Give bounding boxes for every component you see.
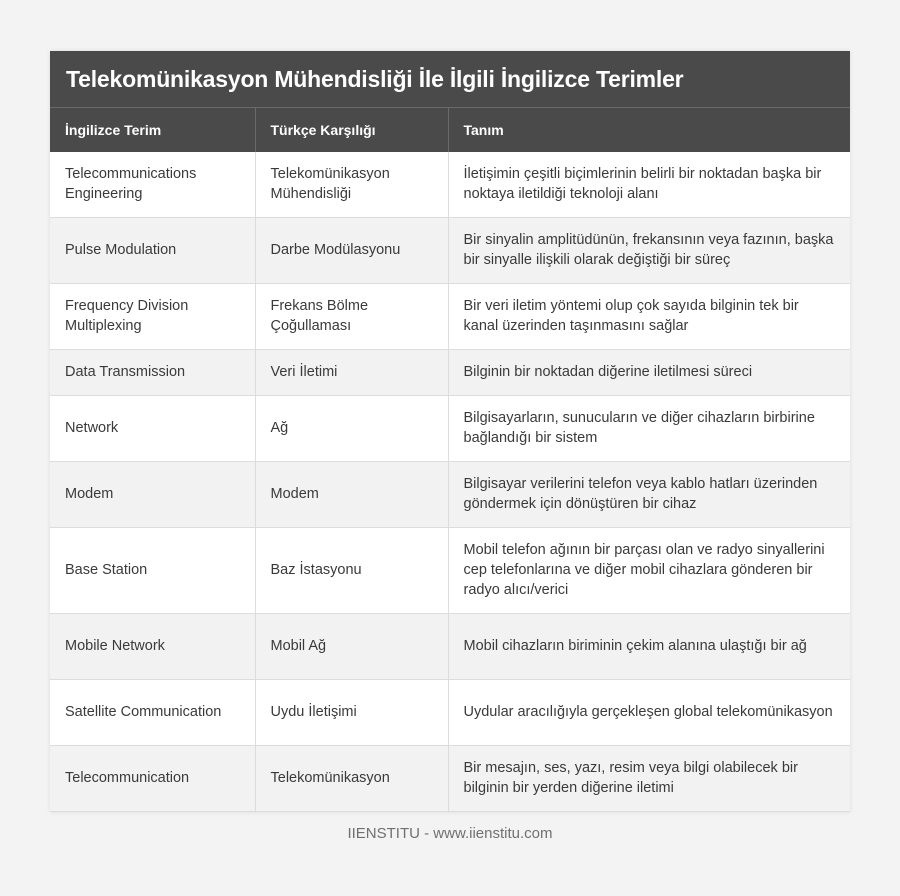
table-row: [50, 614, 850, 680]
header-definition: Tanım: [448, 108, 850, 152]
cell-english-term: Telecommunication: [50, 746, 255, 812]
cell-english-term: Telecommunications Engineering: [50, 152, 255, 218]
cell-english-term: Mobile Network: [50, 614, 255, 680]
cell-turkish-equivalent: Telekomünikasyon: [255, 746, 448, 812]
cell-english-term: Frequency Division Multiplexing: [50, 284, 255, 350]
table-row: [50, 462, 850, 528]
cell-english-term: Network: [50, 396, 255, 462]
cell-turkish-equivalent: Uydu İletişimi: [255, 680, 448, 746]
cell-turkish-equivalent: Veri İletimi: [255, 350, 448, 396]
cell-definition: Bilgisayar verilerini telefon veya kablo hatları üzerinden göndermek için dönüştüren bir cihaz: [448, 462, 850, 528]
cell-english-term: Pulse Modulation: [50, 218, 255, 284]
table-row: [50, 284, 850, 350]
table-header-row: [50, 108, 850, 152]
cell-turkish-equivalent: Frekans Bölme Çoğullaması: [255, 284, 448, 350]
cell-turkish-equivalent: Telekomünikasyon Mühendisliği: [255, 152, 448, 218]
header-turkish-equivalent: Türkçe Karşılığı: [255, 108, 448, 152]
table-row: [50, 746, 850, 812]
cell-turkish-equivalent: Modem: [255, 462, 448, 528]
cell-definition: Mobil telefon ağının bir parçası olan ve radyo sinyallerini cep telefonlarına ve diğer mobil cihazlara gönderen bir radyo alıcı/verici: [448, 528, 850, 614]
terms-table: [50, 108, 850, 812]
table-row: [50, 152, 850, 218]
cell-turkish-equivalent: Mobil Ağ: [255, 614, 448, 680]
footer-credit: IIENSTITU - www.iienstitu.com: [347, 825, 553, 842]
cell-definition: Bilgisayarların, sunucuların ve diğer cihazların birbirine bağlandığı bir sistem: [448, 396, 850, 462]
terms-table-card: [50, 51, 850, 812]
cell-definition: Bir sinyalin amplitüdünün, frekansının veya fazının, başka bir sinyalle ilişkili olarak değiştiği bir süreç: [448, 218, 850, 284]
cell-definition: Bir veri iletim yöntemi olup çok sayıda bilginin tek bir kanal üzerinden taşınmasını sağlar: [448, 284, 850, 350]
cell-english-term: Satellite Communication: [50, 680, 255, 746]
table-row: [50, 350, 850, 396]
cell-turkish-equivalent: Ağ: [255, 396, 448, 462]
table-row: [50, 680, 850, 746]
cell-definition: Bilginin bir noktadan diğerine iletilmesi süreci: [448, 350, 850, 396]
table-row: [50, 218, 850, 284]
table-row: [50, 396, 850, 462]
header-english-term: İngilizce Terim: [50, 108, 255, 152]
cell-definition: Mobil cihazların biriminin çekim alanına ulaştığı bir ağ: [448, 614, 850, 680]
cell-definition: İletişimin çeşitli biçimlerinin belirli bir noktadan başka bir noktaya iletildiği teknoloji alanı: [448, 152, 850, 218]
table-title: Telekomünikasyon Mühendisliği İle İlgili İngilizce Terimler: [50, 51, 850, 108]
cell-definition: Bir mesajın, ses, yazı, resim veya bilgi olabilecek bir bilginin bir yerden diğerine iletimi: [448, 746, 850, 812]
cell-turkish-equivalent: Baz İstasyonu: [255, 528, 448, 614]
table-row: [50, 528, 850, 614]
cell-english-term: Modem: [50, 462, 255, 528]
cell-turkish-equivalent: Darbe Modülasyonu: [255, 218, 448, 284]
cell-definition: Uydular aracılığıyla gerçekleşen global telekomünikasyon: [448, 680, 850, 746]
cell-english-term: Base Station: [50, 528, 255, 614]
cell-english-term: Data Transmission: [50, 350, 255, 396]
